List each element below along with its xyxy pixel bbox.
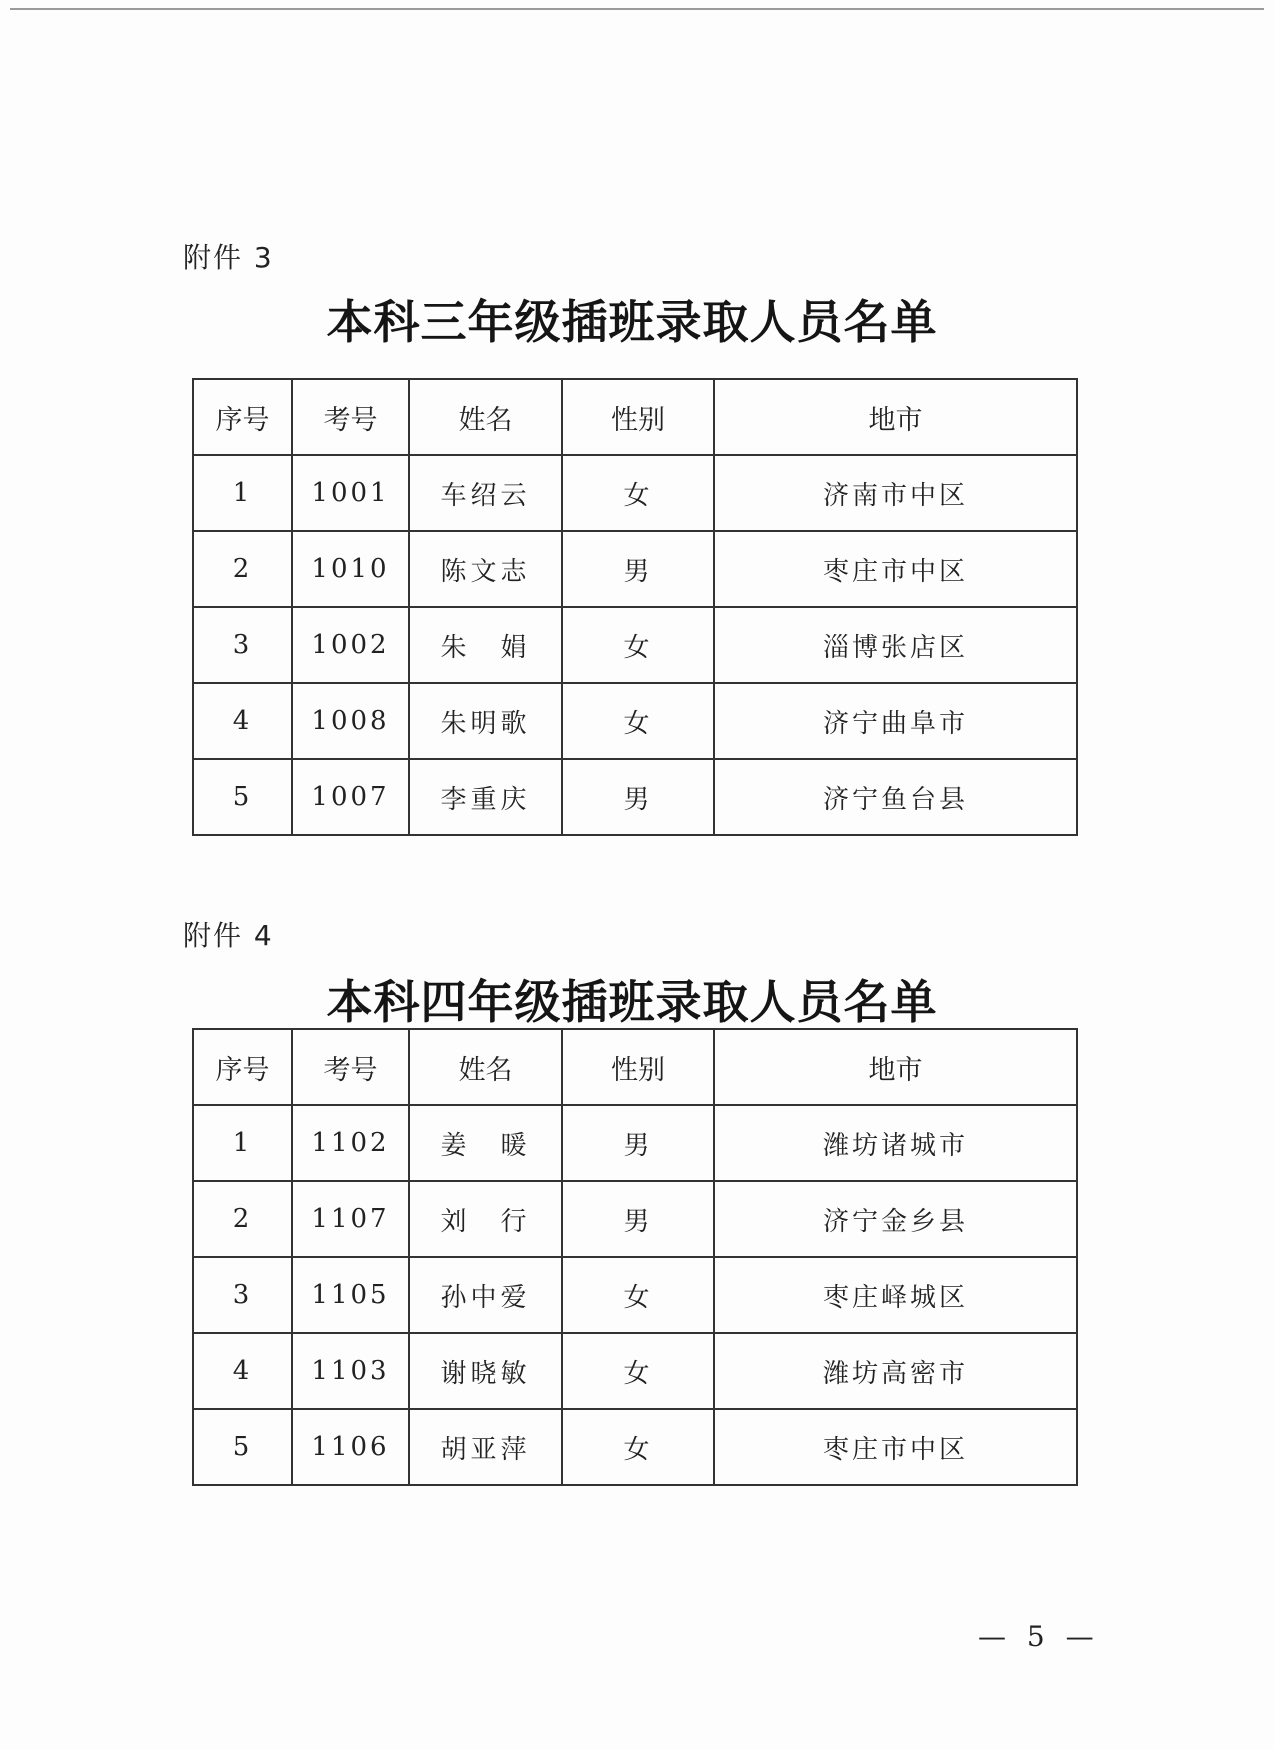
page-number: — 5 — <box>978 1620 1100 1653</box>
cell-city: 济宁曲阜市 <box>714 683 1077 759</box>
cell-name: 姜 暖 <box>409 1105 562 1181</box>
table-row <box>193 1181 1077 1257</box>
table-row <box>193 1409 1077 1485</box>
cell-city: 枣庄峄城区 <box>714 1257 1077 1333</box>
cell-gender: 男 <box>562 759 714 835</box>
cell-city: 济宁鱼台县 <box>714 759 1077 835</box>
column-header-gender: 性别 <box>562 1029 714 1105</box>
cell-name: 朱明歌 <box>409 683 562 759</box>
table-row <box>193 759 1077 835</box>
cell-seq: 1 <box>193 1105 292 1181</box>
cell-name: 李重庆 <box>409 759 562 835</box>
cell-name: 谢晓敏 <box>409 1333 562 1409</box>
cell-exam-no: 1106 <box>292 1409 409 1485</box>
top-edge-rule <box>10 8 1264 10</box>
attachment-label: 附件 4 <box>183 919 274 952</box>
cell-exam-no: 1107 <box>292 1181 409 1257</box>
admission-table-year4 <box>192 1028 1078 1486</box>
document-title: 本科三年级插班录取人员名单 <box>326 295 938 349</box>
column-header-name: 姓名 <box>409 379 562 455</box>
cell-seq: 3 <box>193 607 292 683</box>
cell-gender: 女 <box>562 1257 714 1333</box>
column-header-city: 地市 <box>714 1029 1077 1105</box>
cell-seq: 2 <box>193 531 292 607</box>
cell-seq: 2 <box>193 1181 292 1257</box>
cell-gender: 女 <box>562 683 714 759</box>
column-header-seq: 序号 <box>193 379 292 455</box>
cell-seq: 5 <box>193 1409 292 1485</box>
cell-exam-no: 1103 <box>292 1333 409 1409</box>
cell-exam-no: 1008 <box>292 683 409 759</box>
cell-gender: 男 <box>562 1181 714 1257</box>
cell-seq: 4 <box>193 683 292 759</box>
cell-exam-no: 1010 <box>292 531 409 607</box>
table-header-row <box>193 379 1077 455</box>
cell-gender: 女 <box>562 1333 714 1409</box>
table-row <box>193 683 1077 759</box>
admission-table-year3 <box>192 378 1078 836</box>
cell-city: 潍坊高密市 <box>714 1333 1077 1409</box>
column-header-name: 姓名 <box>409 1029 562 1105</box>
column-header-city: 地市 <box>714 379 1077 455</box>
cell-gender: 女 <box>562 1409 714 1485</box>
column-header-gender: 性别 <box>562 379 714 455</box>
cell-exam-no: 1007 <box>292 759 409 835</box>
cell-gender: 男 <box>562 531 714 607</box>
cell-gender: 女 <box>562 607 714 683</box>
cell-gender: 女 <box>562 455 714 531</box>
table-row <box>193 531 1077 607</box>
table-row <box>193 1257 1077 1333</box>
column-header-seq: 序号 <box>193 1029 292 1105</box>
cell-seq: 5 <box>193 759 292 835</box>
table-row <box>193 1105 1077 1181</box>
cell-name: 陈文志 <box>409 531 562 607</box>
cell-name: 孙中爱 <box>409 1257 562 1333</box>
cell-city: 淄博张店区 <box>714 607 1077 683</box>
cell-name: 朱 娟 <box>409 607 562 683</box>
cell-seq: 1 <box>193 455 292 531</box>
cell-gender: 男 <box>562 1105 714 1181</box>
cell-city: 潍坊诸城市 <box>714 1105 1077 1181</box>
cell-seq: 3 <box>193 1257 292 1333</box>
cell-city: 枣庄市中区 <box>714 1409 1077 1485</box>
table-header-row <box>193 1029 1077 1105</box>
cell-city: 济南市中区 <box>714 455 1077 531</box>
cell-name: 车绍云 <box>409 455 562 531</box>
cell-seq: 4 <box>193 1333 292 1409</box>
cell-city: 枣庄市中区 <box>714 531 1077 607</box>
table-row <box>193 607 1077 683</box>
column-header-exam-no: 考号 <box>292 379 409 455</box>
cell-exam-no: 1002 <box>292 607 409 683</box>
cell-city: 济宁金乡县 <box>714 1181 1077 1257</box>
cell-exam-no: 1001 <box>292 455 409 531</box>
cell-name: 刘 行 <box>409 1181 562 1257</box>
cell-name: 胡亚萍 <box>409 1409 562 1485</box>
cell-exam-no: 1102 <box>292 1105 409 1181</box>
document-title: 本科四年级插班录取人员名单 <box>326 975 938 1029</box>
table-row <box>193 1333 1077 1409</box>
attachment-label: 附件 3 <box>183 241 274 274</box>
column-header-exam-no: 考号 <box>292 1029 409 1105</box>
cell-exam-no: 1105 <box>292 1257 409 1333</box>
table-row <box>193 455 1077 531</box>
